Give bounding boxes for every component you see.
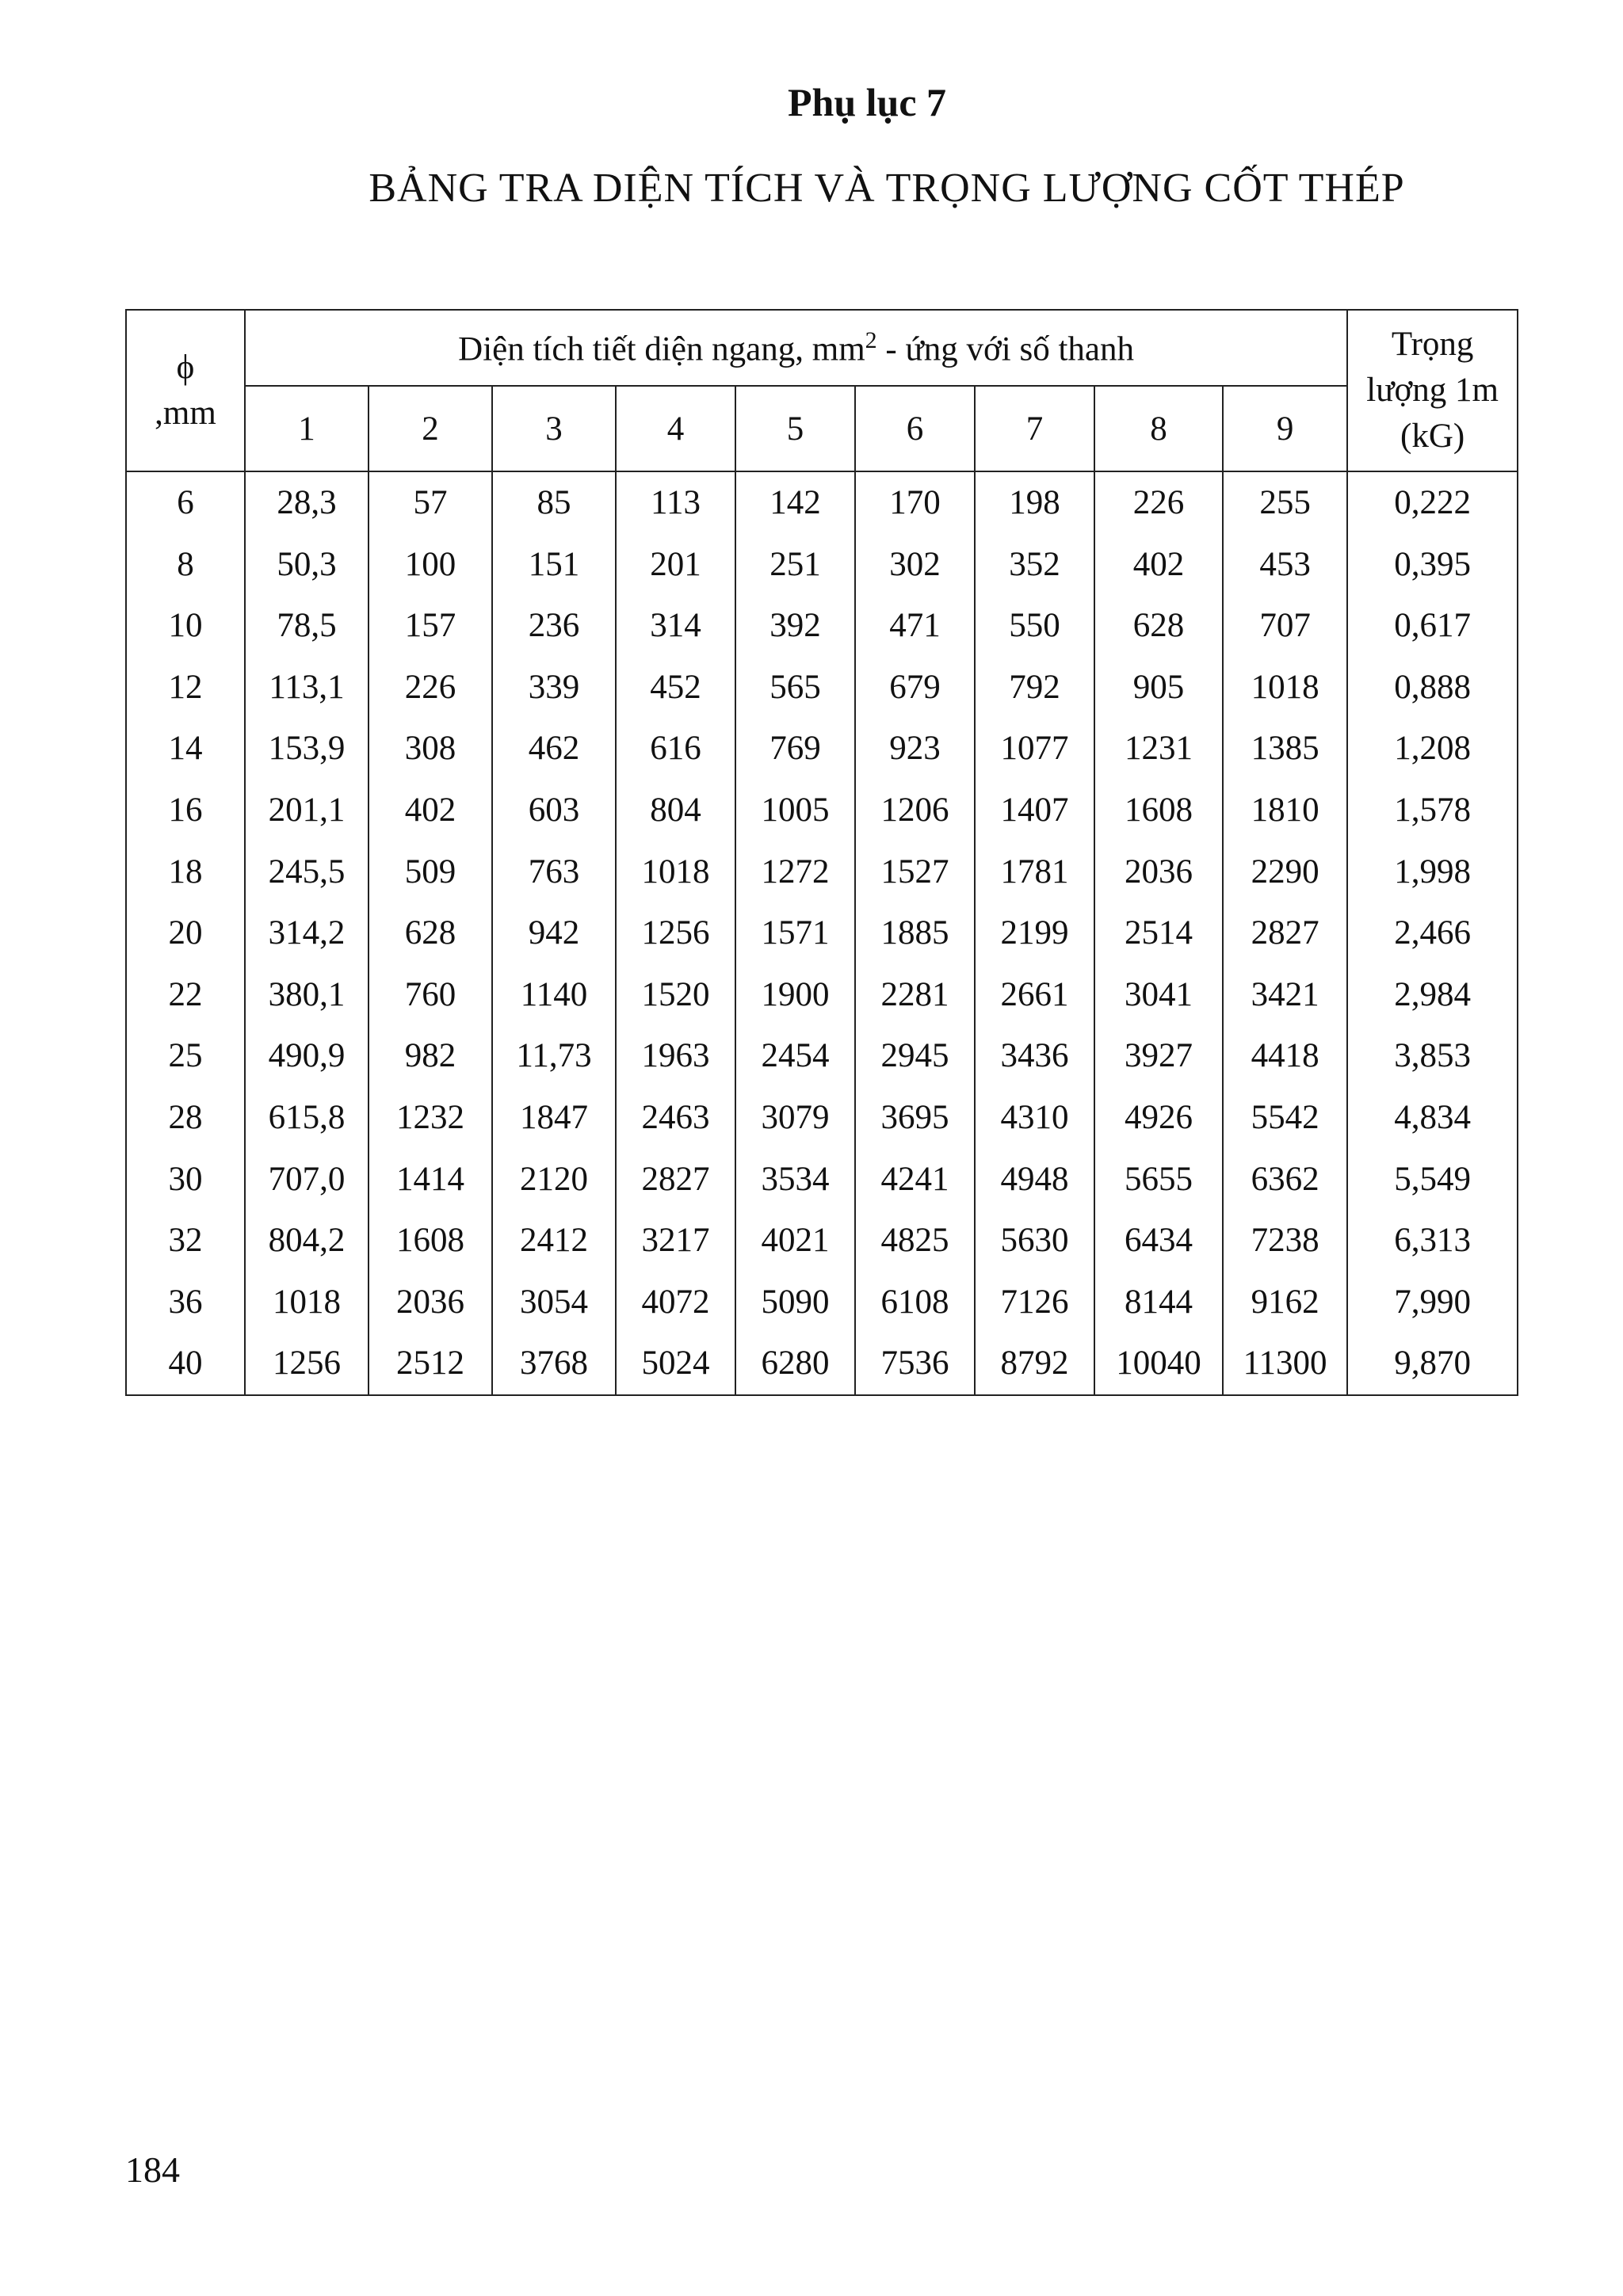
area-cell: 11,73 [492, 1025, 616, 1087]
diameter-header [126, 310, 245, 471]
area-cell: 628 [1094, 595, 1223, 657]
table-row [126, 595, 1518, 657]
area-cell: 1414 [369, 1149, 492, 1211]
area-cell: 255 [1223, 471, 1347, 534]
diameter-cell: 6 [126, 471, 245, 534]
area-cell: 804,2 [245, 1210, 369, 1272]
table-row [126, 964, 1518, 1026]
area-cell: 7536 [855, 1333, 975, 1395]
area-cell: 3436 [975, 1025, 1094, 1087]
area-cell: 679 [855, 657, 975, 719]
table-row [126, 841, 1518, 903]
area-cell: 1018 [245, 1272, 369, 1333]
area-cell: 308 [369, 718, 492, 780]
area-cell: 113,1 [245, 657, 369, 719]
diameter-cell: 25 [126, 1025, 245, 1087]
area-cell: 616 [616, 718, 735, 780]
weight-cell: 0,617 [1347, 595, 1518, 657]
weight-cell: 1,208 [1347, 718, 1518, 780]
weight-header-line3: (kG) [1400, 418, 1465, 455]
weight-cell: 0,888 [1347, 657, 1518, 719]
area-cell: 2827 [1223, 902, 1347, 964]
area-cell: 4825 [855, 1210, 975, 1272]
bar-count-header: 9 [1223, 386, 1347, 471]
area-cell: 1527 [855, 841, 975, 903]
area-cell: 5542 [1223, 1087, 1347, 1149]
area-cell: 2454 [735, 1025, 855, 1087]
area-cell: 6434 [1094, 1210, 1223, 1272]
area-cell: 2827 [616, 1149, 735, 1211]
area-cell: 3927 [1094, 1025, 1223, 1087]
diameter-cell: 28 [126, 1087, 245, 1149]
area-cell: 4948 [975, 1149, 1094, 1211]
table-row [126, 780, 1518, 841]
area-cell: 4241 [855, 1149, 975, 1211]
area-cell: 1018 [1223, 657, 1347, 719]
weight-cell: 2,466 [1347, 902, 1518, 964]
area-cell: 5630 [975, 1210, 1094, 1272]
area-cell: 2290 [1223, 841, 1347, 903]
weight-header [1347, 310, 1518, 471]
table-row [126, 1333, 1518, 1395]
table-body [126, 471, 1518, 1395]
table-row [126, 1087, 1518, 1149]
area-cell: 352 [975, 534, 1094, 596]
area-cell: 2412 [492, 1210, 616, 1272]
area-cell: 1385 [1223, 718, 1347, 780]
bar-count-header-row [126, 386, 1518, 471]
page-number: 184 [125, 2149, 180, 2190]
area-cell: 1520 [616, 964, 735, 1026]
area-cell: 905 [1094, 657, 1223, 719]
area-cell: 2281 [855, 964, 975, 1026]
area-cell: 3768 [492, 1333, 616, 1395]
area-cell: 763 [492, 841, 616, 903]
area-cell: 3695 [855, 1087, 975, 1149]
area-cell: 1847 [492, 1087, 616, 1149]
phi-unit: ,mm [155, 395, 216, 432]
area-cell: 5655 [1094, 1149, 1223, 1211]
area-cell: 2661 [975, 964, 1094, 1026]
area-cell: 314,2 [245, 902, 369, 964]
area-cell: 6280 [735, 1333, 855, 1395]
area-cell: 314 [616, 595, 735, 657]
area-cell: 471 [855, 595, 975, 657]
weight-cell: 1,578 [1347, 780, 1518, 841]
area-cell: 1231 [1094, 718, 1223, 780]
area-cell: 2514 [1094, 902, 1223, 964]
area-cell: 50,3 [245, 534, 369, 596]
table-row [126, 471, 1518, 534]
area-cell: 100 [369, 534, 492, 596]
area-cell: 1781 [975, 841, 1094, 903]
area-cell: 201,1 [245, 780, 369, 841]
area-cell: 5090 [735, 1272, 855, 1333]
area-cell: 2945 [855, 1025, 975, 1087]
bar-count-header: 8 [1094, 386, 1223, 471]
area-cell: 628 [369, 902, 492, 964]
area-cell: 3217 [616, 1210, 735, 1272]
bar-count-header: 5 [735, 386, 855, 471]
area-cell: 6108 [855, 1272, 975, 1333]
diameter-cell: 8 [126, 534, 245, 596]
area-cell: 4072 [616, 1272, 735, 1333]
area-cell: 603 [492, 780, 616, 841]
area-cell: 4418 [1223, 1025, 1347, 1087]
area-cell: 1810 [1223, 780, 1347, 841]
area-cell: 3079 [735, 1087, 855, 1149]
area-cell: 2199 [975, 902, 1094, 964]
area-cell: 9162 [1223, 1272, 1347, 1333]
area-cell: 1256 [245, 1333, 369, 1395]
area-cell: 392 [735, 595, 855, 657]
weight-cell: 2,984 [1347, 964, 1518, 1026]
area-cell: 4310 [975, 1087, 1094, 1149]
area-cell: 1077 [975, 718, 1094, 780]
weight-cell: 4,834 [1347, 1087, 1518, 1149]
area-cell: 707 [1223, 595, 1347, 657]
area-cell: 1885 [855, 902, 975, 964]
area-cell: 226 [1094, 471, 1223, 534]
bar-count-header: 1 [245, 386, 369, 471]
area-cell: 402 [369, 780, 492, 841]
area-cell: 3041 [1094, 964, 1223, 1026]
diameter-cell: 36 [126, 1272, 245, 1333]
area-cell: 792 [975, 657, 1094, 719]
area-cell: 1608 [369, 1210, 492, 1272]
bar-count-header: 4 [616, 386, 735, 471]
area-cell: 142 [735, 471, 855, 534]
appendix-label: Phụ lục 7 [787, 80, 947, 124]
area-cell: 153,9 [245, 718, 369, 780]
diameter-cell: 32 [126, 1210, 245, 1272]
area-cell: 113 [616, 471, 735, 534]
area-cell: 707,0 [245, 1149, 369, 1211]
area-cell: 380,1 [245, 964, 369, 1026]
area-cell: 1005 [735, 780, 855, 841]
table-row [126, 1272, 1518, 1333]
area-cell: 1256 [616, 902, 735, 964]
area-cell: 923 [855, 718, 975, 780]
area-cell: 302 [855, 534, 975, 596]
area-cell: 226 [369, 657, 492, 719]
area-cell: 4021 [735, 1210, 855, 1272]
area-header-sup: 2 [865, 326, 877, 353]
bar-count-header: 6 [855, 386, 975, 471]
page-title: BẢNG TRA DIỆN TÍCH VÀ TRỌNG LƯỢNG CỐT THÉP [369, 166, 1405, 211]
area-cell: 942 [492, 902, 616, 964]
area-cell: 490,9 [245, 1025, 369, 1087]
area-cell: 6362 [1223, 1149, 1347, 1211]
area-cell: 201 [616, 534, 735, 596]
weight-cell: 3,853 [1347, 1025, 1518, 1087]
area-cell: 7126 [975, 1272, 1094, 1333]
area-cell: 1963 [616, 1025, 735, 1087]
area-cell: 1900 [735, 964, 855, 1026]
area-cell: 8792 [975, 1333, 1094, 1395]
area-cell: 170 [855, 471, 975, 534]
weight-cell: 0,395 [1347, 534, 1518, 596]
diameter-cell: 10 [126, 595, 245, 657]
area-cell: 1232 [369, 1087, 492, 1149]
area-cell: 245,5 [245, 841, 369, 903]
bar-count-header: 3 [492, 386, 616, 471]
weight-cell: 7,990 [1347, 1272, 1518, 1333]
area-cell: 2463 [616, 1087, 735, 1149]
area-cell: 1571 [735, 902, 855, 964]
area-cell: 509 [369, 841, 492, 903]
table-row [126, 1210, 1518, 1272]
table-row [126, 534, 1518, 596]
area-cell: 7238 [1223, 1210, 1347, 1272]
area-cell: 3054 [492, 1272, 616, 1333]
header-row-group [126, 310, 1518, 386]
area-cell: 2512 [369, 1333, 492, 1395]
area-cell: 251 [735, 534, 855, 596]
diameter-cell: 18 [126, 841, 245, 903]
table-row [126, 902, 1518, 964]
area-cell: 2120 [492, 1149, 616, 1211]
weight-cell: 1,998 [1347, 841, 1518, 903]
area-cell: 452 [616, 657, 735, 719]
area-cell: 5024 [616, 1333, 735, 1395]
table-row [126, 1025, 1518, 1087]
area-cell: 1407 [975, 780, 1094, 841]
area-group-header [245, 310, 1347, 386]
area-cell: 8144 [1094, 1272, 1223, 1333]
area-cell: 10040 [1094, 1333, 1223, 1395]
area-header-text: Diện tích tiết diện ngang, mm [458, 330, 865, 368]
area-cell: 151 [492, 534, 616, 596]
steel-area-weight-table [125, 309, 1518, 1396]
area-cell: 1272 [735, 841, 855, 903]
area-cell: 2036 [1094, 841, 1223, 903]
area-cell: 3534 [735, 1149, 855, 1211]
area-cell: 982 [369, 1025, 492, 1087]
area-cell: 85 [492, 471, 616, 534]
weight-cell: 9,870 [1347, 1333, 1518, 1395]
area-cell: 550 [975, 595, 1094, 657]
weight-header-line2: lượng 1m [1366, 372, 1499, 409]
table-row [126, 718, 1518, 780]
area-cell: 57 [369, 471, 492, 534]
area-cell: 157 [369, 595, 492, 657]
diameter-cell: 40 [126, 1333, 245, 1395]
area-cell: 615,8 [245, 1087, 369, 1149]
diameter-cell: 16 [126, 780, 245, 841]
area-cell: 11300 [1223, 1333, 1347, 1395]
area-cell: 1608 [1094, 780, 1223, 841]
table-row [126, 657, 1518, 719]
diameter-cell: 20 [126, 902, 245, 964]
area-cell: 453 [1223, 534, 1347, 596]
weight-cell: 0,222 [1347, 471, 1518, 534]
bar-count-header: 7 [975, 386, 1094, 471]
area-cell: 769 [735, 718, 855, 780]
area-cell: 78,5 [245, 595, 369, 657]
area-cell: 760 [369, 964, 492, 1026]
weight-cell: 6,313 [1347, 1210, 1518, 1272]
area-header-tail: - ứng với số thanh [876, 330, 1134, 368]
diameter-cell: 30 [126, 1149, 245, 1211]
table-row [126, 1149, 1518, 1211]
weight-cell: 5,549 [1347, 1149, 1518, 1211]
area-cell: 462 [492, 718, 616, 780]
diameter-cell: 12 [126, 657, 245, 719]
area-cell: 565 [735, 657, 855, 719]
weight-header-line1: Trọng [1391, 326, 1474, 363]
area-cell: 198 [975, 471, 1094, 534]
bar-count-header: 2 [369, 386, 492, 471]
area-cell: 236 [492, 595, 616, 657]
area-cell: 804 [616, 780, 735, 841]
area-cell: 339 [492, 657, 616, 719]
diameter-cell: 22 [126, 964, 245, 1026]
area-cell: 4926 [1094, 1087, 1223, 1149]
phi-symbol: ϕ [176, 349, 195, 386]
area-cell: 28,3 [245, 471, 369, 534]
area-cell: 3421 [1223, 964, 1347, 1026]
area-cell: 1206 [855, 780, 975, 841]
diameter-cell: 14 [126, 718, 245, 780]
area-cell: 2036 [369, 1272, 492, 1333]
area-cell: 1018 [616, 841, 735, 903]
area-cell: 402 [1094, 534, 1223, 596]
area-cell: 1140 [492, 964, 616, 1026]
